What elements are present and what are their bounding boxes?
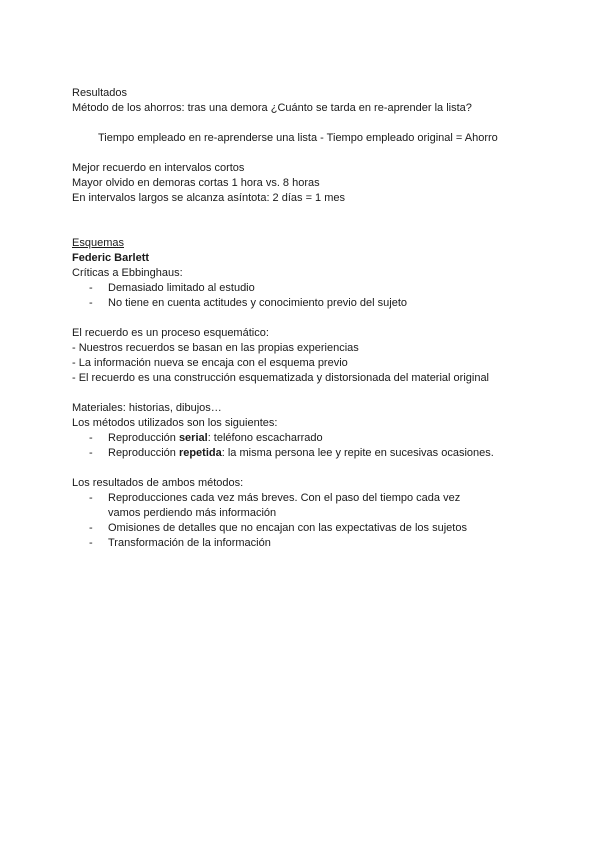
method-name: serial	[178, 432, 208, 444]
finding-line: En intervalos largos se alcanza asíntota: 2 días = 1 mes	[72, 192, 346, 204]
method-suffix: : la misma persona lee y repite en sucesivas ocasiones.	[221, 447, 494, 459]
method-description: Método de los ahorros: tras una demora ¿Cuánto se tarda en re-aprender la lista?	[72, 102, 472, 114]
methods-list	[72, 431, 542, 461]
list-item: - Transformación de la información	[72, 536, 542, 551]
section-heading-resultados: Resultados	[72, 87, 128, 99]
list-item	[72, 431, 542, 446]
results-list	[72, 491, 542, 551]
process-intro: El recuerdo es un proceso esquemático:	[72, 327, 269, 339]
method-suffix: : teléfono escacharrado	[207, 432, 323, 444]
critiques-list	[72, 281, 542, 311]
list-item: - No tiene en cuenta actitudes y conocimiento previo del sujeto	[72, 296, 542, 311]
methods-intro: Los métodos utilizados son los siguientes:	[72, 417, 278, 429]
list-item: - Demasiado limitado al estudio	[72, 281, 542, 296]
list-item	[72, 446, 542, 461]
process-point: - La información nueva se encaja con el esquema previo	[72, 357, 348, 369]
list-item: - Reproducciones cada vez más breves. Con el paso del tiempo cada vez vamos perdiendo más información	[72, 491, 542, 521]
author-name: Federic Barlett	[72, 252, 150, 264]
method-prefix: Reproducción	[108, 447, 179, 459]
method-name: repetida	[178, 447, 222, 459]
savings-formula: Tiempo empleado en re-aprenderse una lista - Tiempo empleado original = Ahorro	[98, 132, 498, 144]
finding-line: Mejor recuerdo en intervalos cortos	[72, 162, 245, 174]
finding-line: Mayor olvido en demoras cortas 1 hora vs. 8 horas	[72, 177, 320, 189]
critiques-intro: Críticas a Ebbinghaus:	[72, 267, 183, 279]
method-prefix: Reproducción	[108, 432, 179, 444]
list-item: - Omisiones de detalles que no encajan con las expectativas de los sujetos	[72, 521, 542, 536]
results-intro: Los resultados de ambos métodos:	[72, 477, 244, 489]
process-point: - Nuestros recuerdos se basan en las propias experiencias	[72, 342, 359, 354]
section-heading-esquemas: Esquemas	[72, 237, 124, 249]
materials-line: Materiales: historias, dibujos…	[72, 402, 222, 414]
process-point: - El recuerdo es una construcción esquematizada y distorsionada del material original	[72, 372, 490, 384]
document-content	[72, 86, 542, 551]
